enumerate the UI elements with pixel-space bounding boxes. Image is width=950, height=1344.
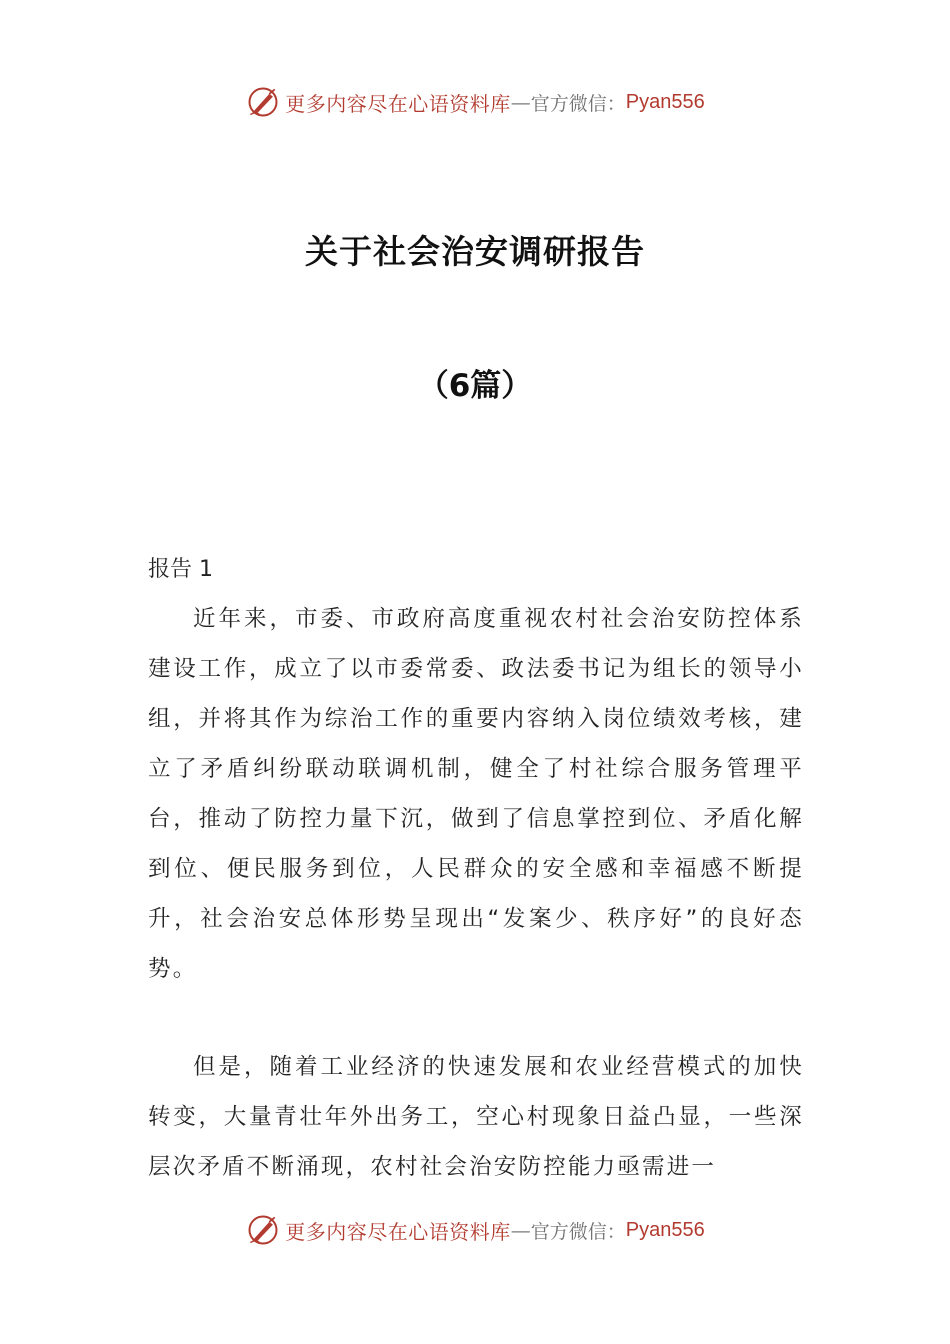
watermark-text: 更多内容尽在心语资料库: [285, 91, 511, 116]
watermark-text: 更多内容尽在心语资料库: [285, 1219, 511, 1244]
header-watermark: [0, 82, 950, 122]
watermark-wechat-id: Pyan556: [625, 90, 705, 113]
watermark-wechat-id: Pyan556: [625, 1218, 705, 1241]
pen-logo-icon: [245, 1212, 281, 1248]
watermark-wechat-label: 官方微信：: [530, 92, 626, 115]
body-paragraph: 但是，随着工业经济的快速发展和农业经营模式的加快转变，大量青壮年外出务工，空心村现象日益凸显，一些深层次矛盾不断涌现，农村社会治安防控能力亟需进一: [148, 1054, 804, 1180]
section-label: 报告 1: [148, 557, 213, 582]
watermark-wechat-label: 官方微信：: [530, 1220, 626, 1243]
document-title: 关于社会治安调研报告: [305, 232, 645, 271]
watermark-separator: —: [510, 1218, 531, 1242]
body-paragraph: 近年来，市委、市政府高度重视农村社会治安防控体系建设工作，成立了以市委常委、政法委书记为组长的领导小组，并将其作为综治工作的重要内容纳入岗位绩效考核，建立了矛盾纠纷联动联调机制，健全了村社综合服务管理平台，推动了防控力量下沉，做到了信息掌控到位、矛盾化解到位、便民服务到位，人民群众的安全感和幸福感不断提升，社会治安总体形势呈现出“发案少、秩序好”的良好态势。: [148, 606, 804, 982]
document-subtitle: （6篇）: [417, 368, 533, 404]
footer-watermark: [0, 1210, 950, 1250]
pen-logo-icon: [245, 84, 281, 120]
watermark-separator: —: [510, 90, 531, 114]
